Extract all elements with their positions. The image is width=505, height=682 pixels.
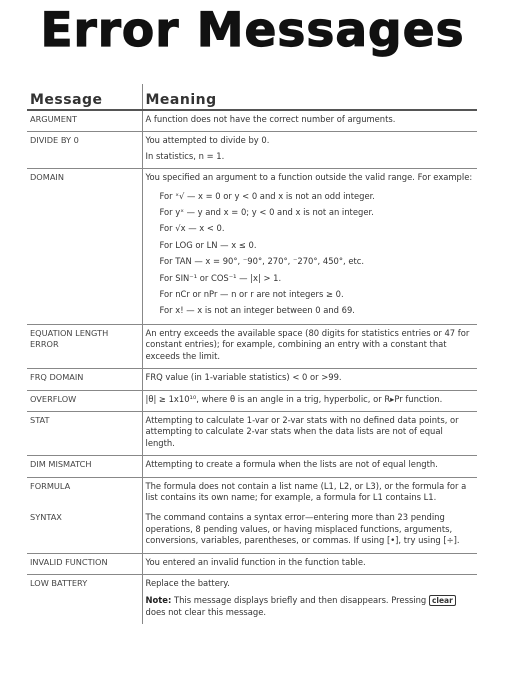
- domain-example: For ˣ√ — x = 0 or y < 0 and x is not an odd integer.: [159, 190, 375, 201]
- meaning-cell: [142, 369, 477, 390]
- table-row: [27, 369, 477, 390]
- page-title: Error Messages: [40, 3, 465, 58]
- message-cell: DIM MISMATCH: [27, 456, 142, 477]
- domain-example: For LOG or LN — x ≤ 0.: [159, 239, 257, 250]
- low-battery-note: [146, 595, 475, 618]
- message-cell: FORMULA: [27, 477, 142, 509]
- note-label: Note:: [145, 595, 172, 606]
- table-row: [27, 110, 477, 132]
- message-cell: FRQ DOMAIN: [27, 369, 142, 390]
- note-text: This message displays briefly and then disappears. Pressing: [173, 595, 427, 606]
- meaning-cell: [142, 110, 477, 132]
- message-cell: INVALID FUNCTION: [27, 553, 142, 574]
- table-row: [27, 169, 477, 325]
- table-row: [27, 456, 477, 477]
- meaning-cell: [142, 456, 477, 477]
- meaning-text: A function does not have the correct number of arguments.: [145, 114, 396, 124]
- meaning-text: In statistics, n = 1.: [145, 150, 225, 161]
- table-row: [27, 553, 477, 574]
- clear-key: clear: [429, 595, 456, 606]
- message-cell: ARGUMENT: [27, 110, 142, 132]
- table-row: [27, 477, 477, 509]
- meaning-text: Attempting to create a formula when the lists are not of equal length.: [145, 459, 438, 470]
- error-messages-table: [27, 84, 477, 624]
- meaning-cell: [142, 169, 477, 325]
- domain-example: For yˣ — y and x = 0; y < 0 and x is not an integer.: [159, 207, 374, 218]
- domain-example: For √x — x < 0.: [159, 223, 225, 234]
- meaning-text: You specified an argument to a function outside the valid range. For example:: [145, 172, 473, 183]
- meaning-text: An entry exceeds the available space (80 digits for statistics entries or 47 for constant entries); for example, combining an entry with a constant that exceeds the limit.: [145, 327, 470, 361]
- meaning-text: The command contains a syntax error—entering more than 23 pending operations, 8 pending values, or having misplaced functions, arguments, conversions, variables, parentheses, or commas. If using [•], try using [÷].: [145, 512, 460, 546]
- meaning-cell: [142, 553, 477, 574]
- column-header-message: Message: [27, 84, 142, 110]
- message-cell: DOMAIN: [27, 169, 142, 325]
- meaning-cell: [142, 411, 477, 455]
- meaning-text: The formula does not contain a list name (L1, L2, or L3), or the formula for a list contains its own name; for example, a formula for L1 contains L1.: [145, 480, 467, 502]
- column-header-meaning: Meaning: [142, 84, 477, 110]
- note-text: does not clear this message.: [145, 606, 267, 617]
- domain-example: For x! — x is not an integer between 0 and 69.: [159, 305, 355, 316]
- meaning-cell: [142, 477, 477, 509]
- meaning-text: You attempted to divide by 0.: [145, 135, 270, 146]
- meaning-text: |θ| ≥ 1x10¹⁰, where θ is an angle in a trig, hyperbolic, or R▸Pr function.: [145, 393, 443, 404]
- table-row: [27, 324, 477, 368]
- meaning-cell: [142, 324, 477, 368]
- table-row: [27, 132, 477, 169]
- meaning-cell: [142, 390, 477, 411]
- domain-example: For SIN⁻¹ or COS⁻¹ — |x| > 1.: [159, 272, 282, 283]
- message-cell: OVERFLOW: [27, 390, 142, 411]
- table-row: [27, 390, 477, 411]
- table-row: [27, 574, 477, 624]
- table-row: [27, 509, 477, 553]
- meaning-cell: [142, 509, 477, 553]
- meaning-text: You entered an invalid function in the function table.: [145, 556, 366, 567]
- message-cell: EQUATION LENGTH ERROR: [27, 324, 142, 368]
- domain-example: For nCr or nPr — n or r are not integers ≥ 0.: [159, 289, 344, 300]
- message-cell: STAT: [27, 411, 142, 455]
- meaning-text: FRQ value (in 1-variable statistics) < 0 or >99.: [145, 372, 342, 383]
- message-cell: SYNTAX: [27, 509, 142, 553]
- meaning-cell: [142, 132, 477, 169]
- domain-example: For TAN — x = 90°, ⁻90°, 270°, ⁻270°, 450°, etc.: [159, 256, 365, 267]
- message-cell: LOW BATTERY: [27, 574, 142, 624]
- meaning-cell: [142, 574, 477, 624]
- meaning-text: Replace the battery.: [145, 577, 230, 588]
- message-cell: DIVIDE BY 0: [27, 132, 142, 169]
- table-row: [27, 411, 477, 455]
- meaning-text: Attempting to calculate 1-var or 2-var stats with no defined data points, or attempting to calculate 2-var stats when the data lists are not of equal length.: [145, 414, 459, 448]
- table-header-row: [27, 84, 477, 110]
